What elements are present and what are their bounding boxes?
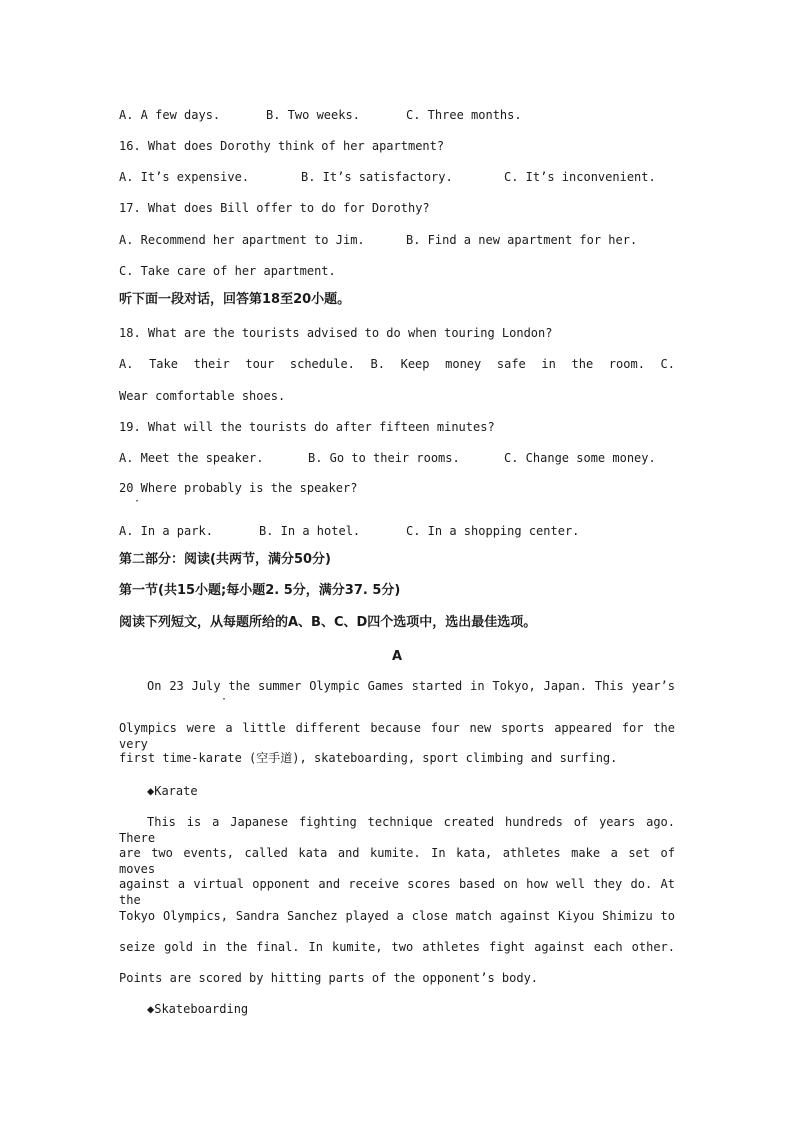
q20-option-b: B. In a hotel. [259, 524, 361, 538]
q16-option-a: A. It’s expensive. [119, 170, 250, 184]
intro-line-1: On 23 July the summer Olympic Games started in Tokyo, Japan. This year’s [147, 679, 675, 693]
q16-option-b: B. It’s satisfactory. [301, 170, 453, 184]
karate-line-2: are two events, called kata and kumite. In kata, athletes make a set of moves [119, 846, 675, 876]
q20-dot-mark: · [134, 496, 141, 507]
q18-options-line2: Wear comfortable shoes. [119, 389, 286, 403]
karate-line-5: seize gold in the final. In kumite, two athletes fight against each other. [119, 940, 675, 954]
q16-option-c: C. It’s inconvenient. [504, 170, 656, 184]
passage-label: A [391, 649, 403, 664]
q16-question: 16. What does Dorothy think of her apartment? [119, 139, 445, 153]
q20-option-c: C. In a shopping center. [406, 524, 580, 538]
q17-question: 17. What does Bill offer to do for Dorothy? [119, 201, 430, 215]
karate-line-4: Tokyo Olympics, Sandra Sanchez played a close match against Kiyou Shimizu to [119, 909, 675, 923]
reading-instruction: 阅读下列短文，从每题所给的A、B、C、D四个选项中，选出最佳选项。 [119, 615, 537, 630]
q15-option-a: A. A few days. [119, 108, 221, 122]
intro-line-2: Olympics were a little different because four new sports appeared for the very [119, 721, 675, 751]
q17-option-a: A. Recommend her apartment to Jim. [119, 233, 365, 247]
karate-line-3: against a virtual opponent and receive scores based on how well they do. At the [119, 877, 675, 907]
q15-option-b: B. Two weeks. [266, 108, 360, 122]
q18-question: 18. What are the tourists advised to do when touring London? [119, 326, 553, 340]
intro-line-3: first time-karate (空手道), skateboarding, sport climbing and surfing. [119, 751, 618, 765]
q20-question: 20 Where probably is the speaker? [119, 481, 358, 495]
q17-option-c: C. Take care of her apartment. [119, 264, 336, 278]
karate-heading: ◆Karate [147, 784, 198, 798]
listening-section-instruction: 听下面一段对话，回答第18至20小题。 [119, 292, 351, 307]
q17-option-b: B. Find a new apartment for her. [406, 233, 638, 247]
q15-option-c: C. Three months. [406, 108, 522, 122]
skateboarding-heading: ◆Skateboarding [147, 1002, 249, 1016]
reading-section-title: 第一节(共15小题;每小题2. 5分，满分37. 5分) [119, 583, 401, 598]
karate-line-6: Points are scored by hitting parts of the opponent’s body. [119, 971, 539, 985]
intro-dot-mark: · [221, 694, 228, 705]
q19-option-c: C. Change some money. [504, 451, 656, 465]
q20-option-a: A. In a park. [119, 524, 213, 538]
q19-option-a: A. Meet the speaker. [119, 451, 264, 465]
q19-option-b: B. Go to their rooms. [308, 451, 460, 465]
q19-question: 19. What will the tourists do after fifteen minutes? [119, 420, 495, 434]
q18-options-line1: A. Take their tour schedule. B. Keep money safe in the room. C. [119, 357, 675, 371]
karate-line-1: This is a Japanese fighting technique created hundreds of years ago. There [119, 815, 675, 845]
reading-part-title: 第二部分：阅读(共两节，满分50分) [119, 552, 331, 567]
